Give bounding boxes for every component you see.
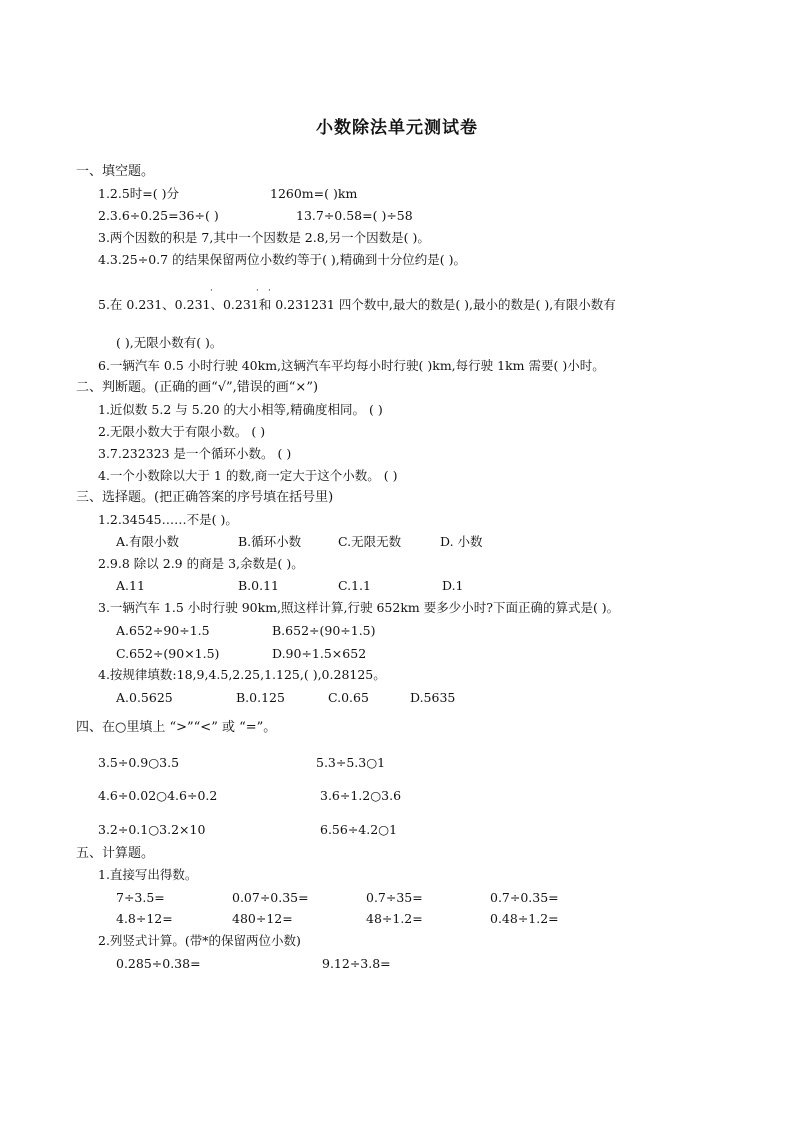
choice-q4-option: D.5635 xyxy=(410,690,456,705)
choice-q4-option: C.0.65 xyxy=(328,690,369,705)
page-title: 小数除法单元测试卷 xyxy=(316,118,478,138)
calc-item: 48÷1.2= xyxy=(366,911,423,926)
calc-item: 0.285÷0.38= xyxy=(116,956,201,971)
choice-q3: 3.一辆汽车 1.5 小时行驶 90km,照这样计算,行驶 652km 要多少小时?下面正确的算式是( )。 xyxy=(98,600,620,615)
choice-q3-option: A.652÷90÷1.5 xyxy=(116,623,210,638)
repeat-dot-mark: · xyxy=(210,286,213,296)
fill-q1-b: 1260m=( )km xyxy=(270,186,358,201)
fill-q1-a: 1.2.5时=( )分 xyxy=(98,186,180,201)
choice-q3-option: C.652÷(90×1.5) xyxy=(116,646,220,661)
compare-item: 6.56÷4.2○1 xyxy=(320,822,398,837)
choice-q4-option: B.0.125 xyxy=(236,690,285,705)
section-2-heading: 二、判断题。(正确的画“√”,错误的画“×”) xyxy=(76,380,319,395)
choice-q3-option: D.90÷1.5×652 xyxy=(272,646,367,661)
choice-q2-option: C.1.1 xyxy=(338,578,371,593)
fill-q5-continued: ( ),无限小数有( )。 xyxy=(116,335,223,350)
calc-item: 480÷12= xyxy=(232,911,293,926)
repeat-dot-mark: · xyxy=(268,286,271,296)
fill-q4: 4.3.25÷0.7 的结果保留两位小数约等于( ),精确到十分位约是( )。 xyxy=(98,252,467,267)
fill-q2-b: 13.7÷0.58=( )÷58 xyxy=(296,208,413,223)
fill-q6: 6.一辆汽车 0.5 小时行驶 40km,这辆汽车平均每小时行驶( )km,每行驶 1km 需要( )小时。 xyxy=(98,358,605,373)
calc-sub-2: 2.列竖式计算。(带*的保留两位小数) xyxy=(98,933,301,948)
section-3-heading: 三、选择题。(把正确答案的序号填在括号里) xyxy=(76,490,334,505)
choice-q1-option: A.有限小数 xyxy=(116,534,180,549)
judge-q2: 2.无限小数大于有限小数。 ( ) xyxy=(98,424,266,439)
section-1-heading: 一、填空题。 xyxy=(76,164,155,179)
calc-sub-1: 1.直接写出得数。 xyxy=(98,867,198,882)
judge-q4: 4.一个小数除以大于 1 的数,商一定大于这个小数。 ( ) xyxy=(98,468,398,483)
compare-item: 3.5÷0.9○3.5 xyxy=(98,755,180,770)
choice-q1: 1.2.34545……不是( )。 xyxy=(98,512,238,527)
calc-item: 0.7÷0.35= xyxy=(490,890,559,905)
choice-q2-option: B.0.11 xyxy=(238,578,279,593)
choice-q3-option: B.652÷(90÷1.5) xyxy=(272,623,376,638)
repeat-dot-mark: · xyxy=(256,286,259,296)
choice-q2-option: D.1 xyxy=(442,578,464,593)
calc-item: 0.07÷0.35= xyxy=(232,890,309,905)
choice-q2: 2.9.8 除以 2.9 的商是 3,余数是( )。 xyxy=(98,556,304,571)
calc-item: 9.12÷3.8= xyxy=(322,956,391,971)
choice-q1-option: C.无限无数 xyxy=(338,534,402,549)
calc-item: 0.7÷35= xyxy=(366,890,423,905)
compare-item: 5.3÷5.3○1 xyxy=(316,755,386,770)
calc-item: 4.8÷12= xyxy=(116,911,173,926)
choice-q1-option: B.循环小数 xyxy=(238,534,302,549)
choice-q1-option: D. 小数 xyxy=(440,534,483,549)
judge-q3: 3.7.232323 是一个循环小数。 ( ) xyxy=(98,446,292,461)
fill-q5: 5.在 0.231、0.231、0.231和 0.231231 四个数中,最大的数是( ),最小的数是( ),有限小数有 xyxy=(98,297,616,312)
judge-q1: 1.近似数 5.2 与 5.20 的大小相等,精确度相同。 ( ) xyxy=(98,402,383,417)
fill-q2-a: 2.3.6÷0.25=36÷( ) xyxy=(98,208,219,223)
section-4-heading: 四、在○里填上 “>”“<” 或 “=”。 xyxy=(76,720,277,735)
compare-item: 3.2÷0.1○3.2×10 xyxy=(98,822,206,837)
compare-item: 3.6÷1.2○3.6 xyxy=(320,788,402,803)
calc-item: 0.48÷1.2= xyxy=(490,911,559,926)
choice-q4-option: A.0.5625 xyxy=(116,690,173,705)
section-5-heading: 五、计算题。 xyxy=(76,846,155,861)
choice-q2-option: A.11 xyxy=(116,578,145,593)
compare-item: 4.6÷0.02○4.6÷0.2 xyxy=(98,788,218,803)
calc-item: 7÷3.5= xyxy=(116,890,165,905)
choice-q4: 4.按规律填数:18,9,4.5,2.25,1.125,( ),0.28125。 xyxy=(98,667,386,682)
fill-q3: 3.两个因数的积是 7,其中一个因数是 2.8,另一个因数是( )。 xyxy=(98,230,430,245)
